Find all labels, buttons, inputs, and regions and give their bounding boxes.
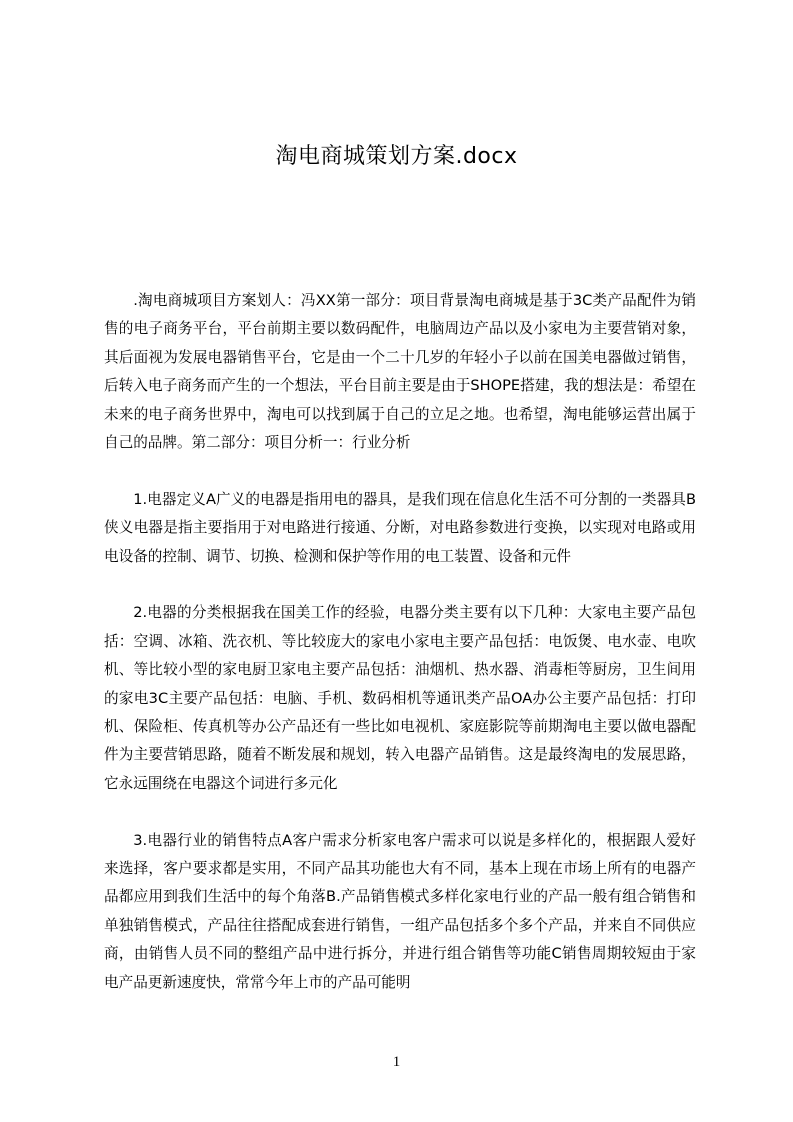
paragraph-project-background: .淘电商城项目方案划人：冯XX第一部分：项目背景淘电商城是基于3C类产品配件为销售的电子商务平台，平台前期主要以数码配件，电脑周边产品以及小家电为主要营销对象，其后面视为发展电器销售平台，它是由一个二十几岁的年轻小子以前在国美电器做过销售，后转入电子商务而产生的一个想法，平台目前主要是由于SHOPE搭建，我的想法是：希望在未来的电子商务世界中，淘电可以找到属于自己的立足之地。也希望，淘电能够运营出属于自己的品牌。第二部分：项目分析一：行业分析 [104,292,696,452]
paragraph-appliance-definition: 1.电器定义A广义的电器是指用电的器具，是我们现在信息化生活不可分割的一类器具B侠义电器是指主要指用于对电路进行接通、分断，对电路参数进行变换，以实现对电路或用电设备的控制、调节、切换、检测和保护等作用的电工装置、设备和元件 [104,490,696,565]
document-body [104,287,696,997]
document-title: 淘电商城策划方案.docx [275,144,518,169]
paragraph-appliance-classification: 2.电器的分类根据我在国美工作的经验，电器分类主要有以下几种：大家电主要产品包括：空调、冰箱、洗衣机、等比较庞大的家电小家电主要产品包括：电饭煲、电水壶、电吹机、等比较小型的家电厨卫家电主要产品包括：油烟机、热水器、消毒柜等厨房，卫生间用的家电3C主要产品包括：电脑、手机、数码相机等通讯类产品OA办公主要产品包括：打印机、保险柜、传真机等办公产品还有一些比如电视机、家庭影院等前期淘电主要以做电器配件为主要营销思路，随着不断发展和规划，转入电器产品销售。这是最终淘电的发展思路，它永远围绕在电器这个词进行多元化 [104,604,696,792]
page-number: 1 [392,1054,401,1070]
paragraph-sales-characteristics: 3.电器行业的销售特点A客户需求分析家电客户需求可以说是多样化的，根据跟人爱好来选择，客户要求都是实用，不同产品其功能也大有不同，基本上现在市场上所有的电器产品都应用到我们生活中的每个角落B.产品销售模式多样化家电行业的产品一般有组合销售和单独销售模式，产品往往搭配成套进行销售，一组产品包括多个多个产品，并来自不同供应商，由销售人员不同的整组产品中进行拆分，并进行组合销售等功能C销售周期较短由于家电产品更新速度快，常常今年上市的产品可能明 [104,831,696,991]
